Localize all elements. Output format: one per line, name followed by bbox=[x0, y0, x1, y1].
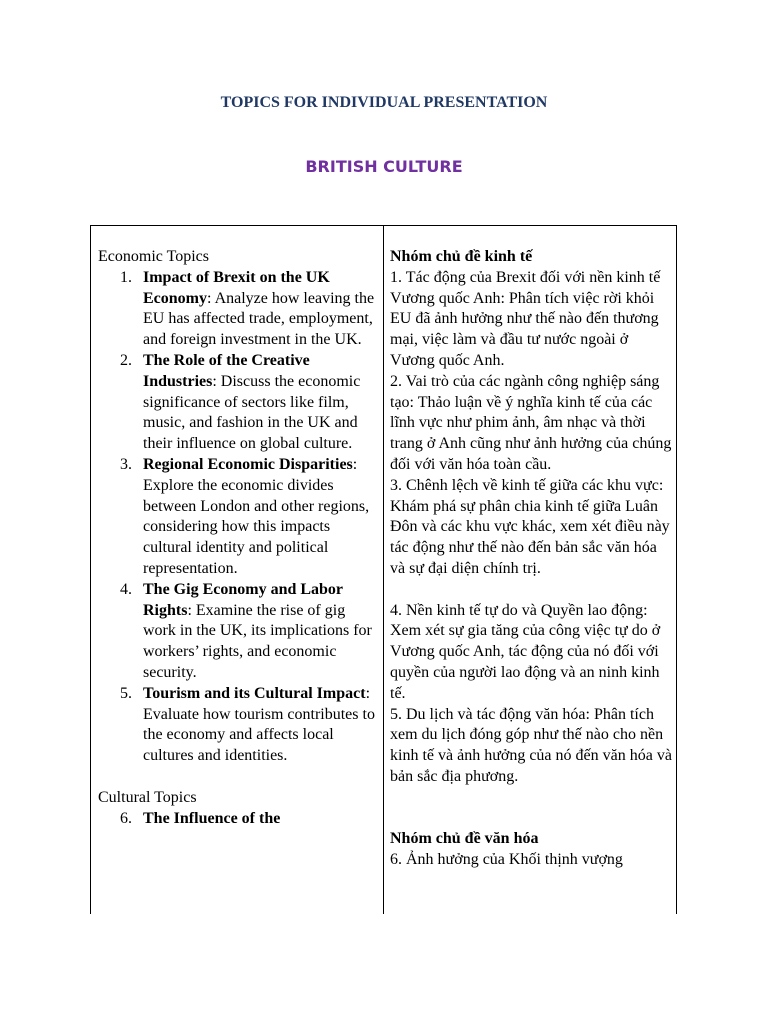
topic-description: : Explore the economic divides between London and other regions, considering how this impacts cultural identity and political representation. bbox=[143, 455, 370, 577]
list-item: 2. Vai trò của các ngành công nghiệp sáng tạo: Thảo luận về ý nghĩa kinh tế của các lĩnh vực như phim ảnh, âm nhạc và thời trang ở Anh cũng như ảnh hưởng của chúng đối với văn hóa toàn cầu. bbox=[390, 372, 672, 473]
spacer bbox=[390, 580, 672, 601]
page-subtitle: BRITISH CULTURE bbox=[305, 157, 463, 176]
list-number: 1. bbox=[120, 268, 132, 286]
economic-topics-heading: Economic Topics bbox=[98, 248, 210, 265]
list-item: 3. Chênh lệch về kinh tế giữa các khu vực: Khám phá sự phân chia kinh tế giữa Luân Đôn và các khu vực khác, xem xét điều này tác động như thế nào đến bản sắc văn hóa và sự đại diện chính trị. bbox=[390, 476, 670, 577]
spacer bbox=[390, 809, 672, 830]
economic-topics-heading-vi: Nhóm chủ đề kinh tế bbox=[390, 248, 533, 265]
cultural-topics-list bbox=[98, 809, 377, 830]
list-item bbox=[98, 455, 377, 580]
list-number: 6. bbox=[120, 809, 132, 827]
topic-title: Tourism and its Cultural Impact bbox=[143, 684, 366, 702]
topic-description: : Analyze how leaving the EU has affected trade, employment, and foreign investment in the UK. bbox=[143, 289, 375, 349]
list-item bbox=[98, 684, 377, 767]
list-number: 4. bbox=[120, 580, 132, 598]
list-item bbox=[98, 351, 377, 455]
cultural-topics-heading-vi: Nhóm chủ đề văn hóa bbox=[390, 830, 539, 848]
list-item: 1. Tác động của Brexit đối với nền kinh tế Vương quốc Anh: Phân tích việc rời khỏi EU đã ảnh hưởng như thế nào đến thương mại, việc làm và đầu tư nước ngoài ở Vương quốc Anh. bbox=[390, 268, 661, 369]
list-item: 4. Nền kinh tế tự do và Quyền lao động: Xem xét sự gia tăng của công việc tự do ở Vương quốc Anh, tác động của nó đối với quyền của người lao động và an ninh kinh tế. bbox=[390, 601, 661, 702]
list-number: 5. bbox=[120, 684, 132, 702]
list-item: 5. Du lịch và tác động văn hóa: Phân tích xem du lịch đóng góp như thế nào cho nền kinh tế và ảnh hưởng của nó đến văn hóa và bản sắc địa phương. bbox=[390, 705, 672, 785]
topic-title: The Influence of the bbox=[143, 809, 281, 827]
vietnamese-column bbox=[384, 226, 676, 914]
list-item bbox=[98, 809, 377, 830]
list-number: 2. bbox=[120, 351, 132, 369]
topic-title: Regional Economic Disparities bbox=[143, 455, 353, 473]
topic-title: The Role of the Creative Industries bbox=[143, 351, 310, 390]
topic-title: Impact of Brexit on the UK Economy bbox=[143, 268, 330, 307]
page-title: TOPICS FOR INDIVIDUAL PRESENTATION bbox=[220, 94, 548, 111]
economic-topics-list bbox=[98, 268, 377, 767]
topics-table bbox=[90, 225, 677, 914]
topic-description: : Examine the rise of gig work in the UK, its implications for workers’ rights, and economic security. bbox=[143, 601, 372, 681]
english-column bbox=[91, 226, 384, 914]
cultural-topics-heading: Cultural Topics bbox=[98, 788, 197, 806]
list-item bbox=[98, 580, 377, 684]
spacer bbox=[98, 767, 377, 788]
topic-description: : Discuss the economic significance of sectors like film, music, and fashion in the UK and their influence on global culture. bbox=[143, 372, 361, 453]
list-item bbox=[98, 268, 377, 351]
list-item: 6. Ảnh hưởng của Khối thịnh vượng bbox=[390, 851, 623, 869]
list-number: 3. bbox=[120, 455, 132, 473]
topic-title: The Gig Economy and Labor Rights bbox=[143, 580, 343, 619]
spacer bbox=[390, 788, 672, 809]
topic-description: : Evaluate how tourism contributes to the economy and affects local cultures and identities. bbox=[143, 684, 375, 765]
